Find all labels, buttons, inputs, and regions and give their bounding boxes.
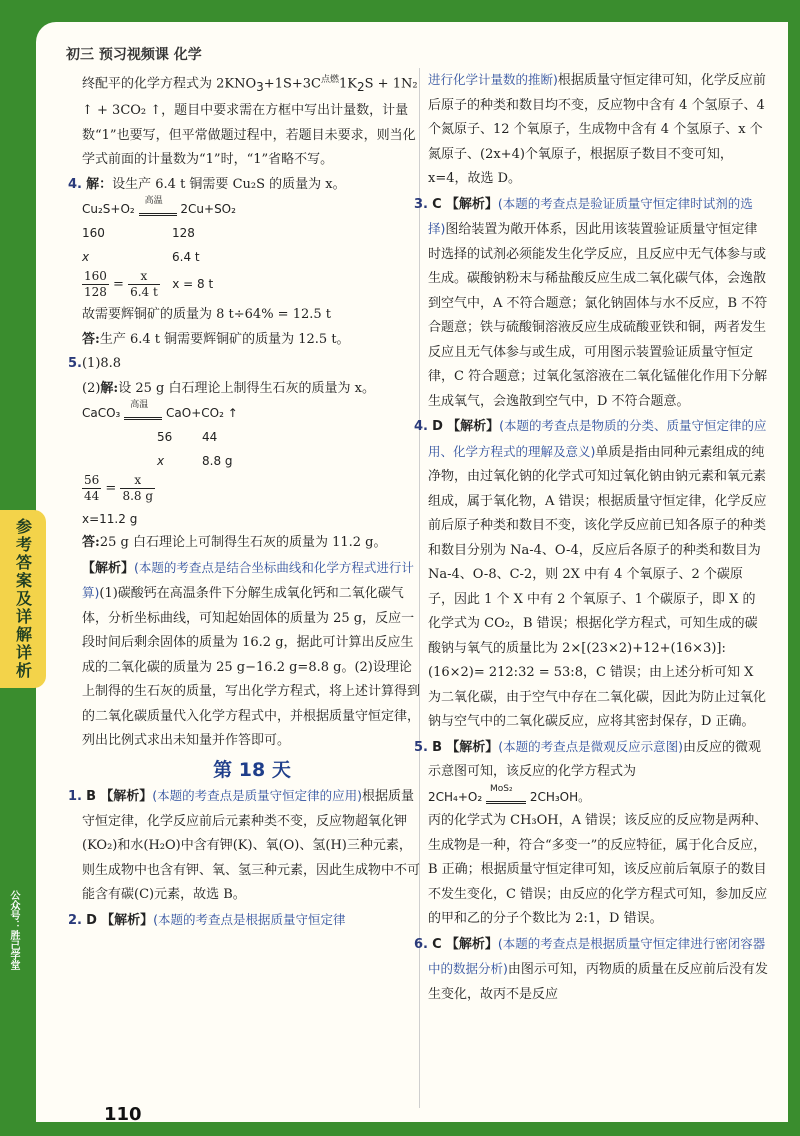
q5-proportion: $\frac{56}{44}$ = $\frac{x}{8.8 g}$ — [84, 473, 154, 504]
answer-section-tab: 参考答案及详解详析 — [0, 510, 46, 688]
q4-calculation: Cu₂S+O₂ 高温 2Cu+SO₂ 160 128 x 6.4 t $\frac{160}{128}$ = $\frac{x}{6.4 t}$ x = 8 t — [82, 197, 422, 303]
q5-reaction-equation: 2CH₄+O₂ MoS₂ 2CH₃OH。 — [428, 783, 591, 804]
question-5: 5.(1)8.8 — [68, 356, 122, 372]
q3-conclusion: 终配平的化学方程式为 $2KNO_3+1S+3C^{点燃}1K_2S + 1N_2$ ↑ + 3CO₂ ↑，题目中要求需在方框中写出计量数，计量数“1”也要写，但平常做题过程中，若题目未要求，则当化学式前面的计量数为“1”时，“1”省略不写。 — [82, 75, 418, 168]
day18-question-4: 4. D 【解析】(本题的考查点是物质的分类、质量守恒定律的应用、化学方程式的理解及意义)单质是指由同种元素组成的纯净物，由过氧化钠的化学式可知过氧化钠由钠元素和氧元素组成，属于氧化物，A 错误；根据质量守恒定律，化学反应前后原子种类和数目不变，该化学反应前已知各原子的种类和数目分别为 Na-4、O-4，反应后各原子的种类和数目为 Na-4、O-8、C-2，则 2X 中有 4 个氧原子、2 个碳原子，因此 1 个 X 中有 2 个氧原子、1 个碳原子，即 X 的化学式为 CO₂，B 错误；根据化学方程式，可知生成的碳酸钠与氧气的质量比为 2×[(23×2)+12+(16×3)]:(16×2)= 212:32 = 53:8，C 错误；由上述分析可知 X 为二氧化碳，由于空气中存在二氧化碳，因此为防止过氧化钠与空气中的二氧化碳反应，应将其密封保存，D 正确。 — [414, 418, 767, 729]
page-sheet — [36, 22, 788, 1122]
q4-equation: Cu₂S+O₂ 高温 2Cu+SO₂ — [82, 196, 236, 217]
question-4: 4. 解：设生产 6.4 t 铜需要 Cu₂S 的质量为 x。 — [68, 176, 346, 192]
right-column — [414, 68, 768, 1007]
publisher-label: 公众号：胜己学堂 — [8, 890, 19, 970]
day-heading: 第 18 天 — [213, 758, 291, 781]
day18-question-3: 3. C 【解析】(本题的考查点是验证质量守恒定律时试剂的选择)图给装置为敞开体系，因此用该装置验证质量守恒定律时选择的试剂必须能发生化学反应，且反应中无气体参与或生成。碳酸钠粉末与稀盐酸反应生成二氧化碳气体，会逸散到空气中，A 不符合题意；氯化钠固体与水不反应，B 不符合题意；铁与硫酸铜溶液反应生成硫酸亚铁和铜，两者发生反应且无气体参与或生成，可用图示装置验证质量守恒定律，C 符合题意；过氧化氢溶液在二氧化锰催化作用下分解生成氧气，会逸散到空气中，D 不符合题意。 — [414, 195, 768, 409]
page-header: 初三 预习视频课 化学 — [66, 47, 202, 63]
q5-analysis: 【解析】(本题的考查点是结合坐标曲线和化学方程式进行计算)(1)碳酸钙在高温条件下分解生成氧化钙和二氧化碳气体，分析坐标曲线，可知起始固体的质量为 25 g，反应一段时间后剩余固体的质量为 16.2 g，据此可计算出反应生成的二氧化碳的质量为 25 g−16.2 g=8.8 g。(2)设理论上制得的生石灰的质量，写出化学方程式，将上述计算得到的二氧化碳质量代入化学方程式中，并根据质量守恒定律，列出比例式求出未知量并作答即可。 — [82, 559, 421, 749]
day18-question-2: 2. D 【解析】(本题的考查点是根据质量守恒定律 — [68, 911, 346, 928]
q5-calculation: CaCO₃ 高温 CaO+CO₂ ↑ 56 44 x 8.8 g $\frac{56}{44}$ = $\frac{x}{8.8 g}$ x=11.2 g — [82, 401, 422, 531]
day18-question-6: 6. C 【解析】(本题的考查点是根据质量守恒定律进行密闭容器中的数据分析)由图示可知，丙物质的质量在反应前后没有发生变化，故丙不是反应 — [414, 935, 768, 1002]
page-number: 110 — [104, 1104, 142, 1122]
day18-question-2-cont: 进行化学计量数的推断)根据质量守恒定律可知，化学反应前后原子的种类和数目均不变，反应物中含有 4 个氢原子、4 个氮原子、12 个氧原子，生成物中含有 4 个氢原子、x 个氮原子、(2x+4)个氧原子，根据原子数目不变可知，x=4，故选 D。 — [428, 72, 766, 186]
q4-proportion: $\frac{160}{128}$ = $\frac{x}{6.4 t}$ x = 8 t — [84, 269, 214, 300]
day18-question-1: 1. B 【解析】(本题的考查点是质量守恒定律的应用)根据质量守恒定律，化学反应前后元素种类不变，反应物超氧化钾(KO₂)和水(H₂O)中含有钾(K)、氧(O)、氢(H)三种元素，则生成物中也含有钾、氧、氢三种元素，因此生成物中不可能含有碳(C)元素，故选 B。 — [68, 788, 421, 903]
q5-equation: CaCO₃ 高温 CaO+CO₂ ↑ — [82, 400, 238, 421]
left-column: 终配平的化学方程式为 $2KNO_3+1S+3C^{点燃}1K_2S + 1N_2$ ↑ + 3CO₂ ↑，题目中要求需在方框中写出计量数，计量数“1”也要写，但平常做题过程中，若题目未要求，则当化学式前面的计量数为“1”时，“1”省略不写。 4. 解：设生产 6.4 t 铜需要 Cu₂S 的质量为 x。 Cu₂S+O₂ 高温 2Cu+SO₂ 160 128 x 6.4 t $\frac{160}{128}$ = $\frac{x}{6.4 t}$ x = 8 t 故需要辉铜矿的质量为 8 t÷64% = 12.5 t 答:生产 6.4 t 铜需要辉铜矿的质量为 12.5 t。 5.(1)8.8 (2)解:设 25 g 白石理论上制得生石灰的质量为 x。 CaCO₃ 高温 CaO+CO₂ ↑ 56 44 x 8.8 g $\frac{56}{44}$ = $\frac{x}{8.8 g}$ x=11.2 g 答:25 g 白石理论上可制得生石灰的质量为 11.2 g。 【解析】(本题的考查点是结合坐标曲线和化学方程式进行计算)(1)碳酸钙在高温条件下分解生成氧化钙和二氧化碳气体，分析坐标曲线，可知起始固体的质量为 25 g，反应一段时间后剩余固体的质量为 16.2 g，据此可计算出反应生成的二氧化碳的质量为 25 g−16.2 g=8.8 g。(2)设理论上制得的生石灰的质量，写出化学方程式，将上述计算得到的二氧化碳质量代入化学方程式中，并根据质量守恒定律，列出比例式求出未知量并作答即可。 第 18 天 1. B 【解析】(本题的考查点是质量守恒定律的应用)根据质量守恒定律，化学反应前后元素种类不变，反应物超氧化钾(KO₂)和水(H₂O)中含有钾(K)、氧(O)、氢(H)三种元素，则生成物中也含有钾、氧、氢三种元素，因此生成物中不可能含有碳(C)元素，故选 B。 2. D 【解析】(本题的考查点是根据质量守恒定律 — [82, 68, 422, 933]
day18-question-5: 5. B 【解析】(本题的考查点是微观反应示意图)由反应的微观示意图可知，该反应的化学方程式为 2CH₄+O₂ MoS₂ 2CH₃OH。 丙的化学式为 CH₃OH，A 错误；该反应的反应物是两种、生成物是一种，符合“多变一”的反应特征，属于化合反应，B 正确；根据质量守恒定律可知，该反应前后氧原子的数目不发生变化，C 错误；由反应的化学方程式可知，参加反应的甲和乙的分子个数比为 2:1，D 错误。 — [414, 738, 768, 926]
